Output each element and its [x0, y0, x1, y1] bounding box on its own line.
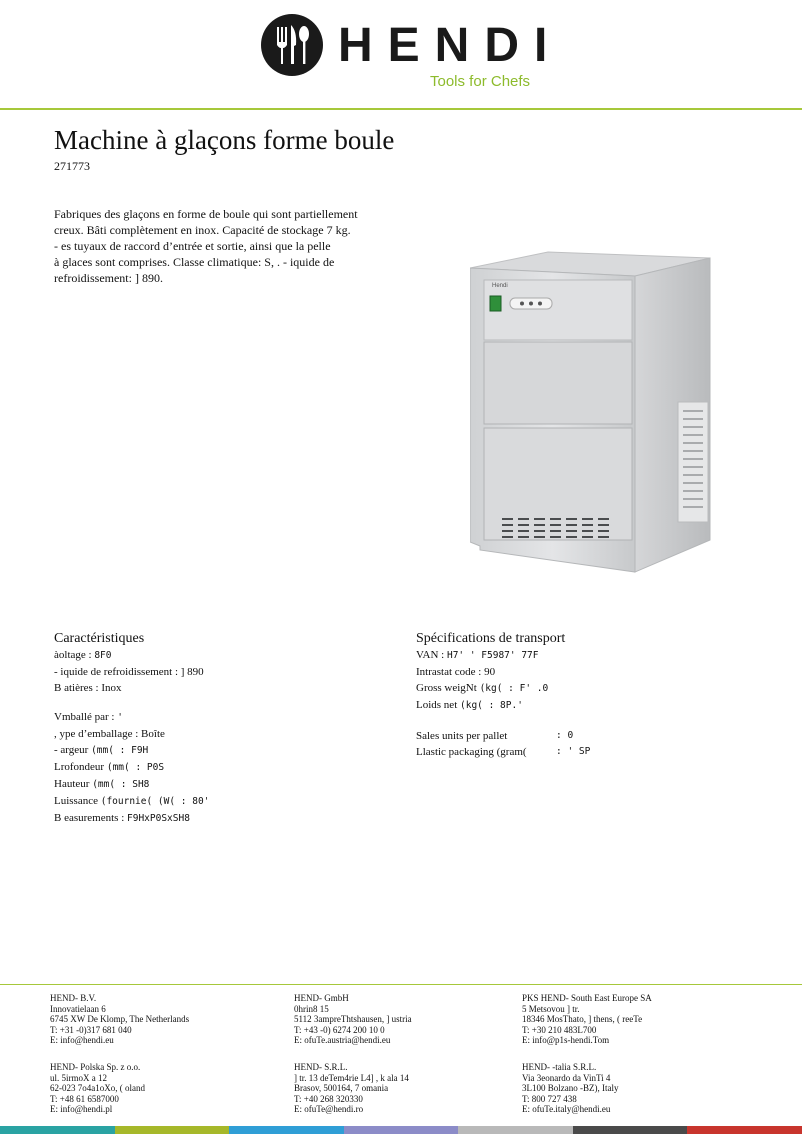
spec-label: B easurements :: [54, 812, 128, 824]
address-line: 62-023 7o4a1oXo, ( oland: [50, 1083, 145, 1093]
spec-row: [54, 709, 209, 726]
spec-row: [54, 647, 209, 664]
color-bar-segment: [229, 1126, 344, 1134]
spec-row: [54, 793, 209, 810]
spec-value: (mm( : P0S: [106, 762, 165, 773]
spec-label: Intrastat code : 90: [416, 666, 496, 678]
transport-list: [416, 647, 548, 714]
description-line: Fabriques des glaçons en forme de boule qui sont partiellement: [54, 207, 358, 221]
spec-label: Sales units per pallet: [416, 730, 508, 742]
address-line: T: +30 210 483L700: [522, 1024, 597, 1035]
spec-label: Hauteur: [54, 778, 93, 790]
spec-row: [416, 697, 548, 714]
address-line: 5 Metsovou ] tr.: [522, 1003, 580, 1014]
address-line: T: +43 -0) 6274 200 10 0: [294, 1024, 385, 1035]
footer-divider: [0, 984, 802, 985]
spec-value: H7' ' F5987' 77F: [446, 650, 539, 661]
product-title: Machine à glaçons forme boule: [54, 125, 395, 155]
address-line: T: +48 61 6587000: [50, 1093, 119, 1104]
address-line: 3L100 Bolzano -BZ), Italy: [522, 1083, 619, 1093]
description-line: creux. Bâti complètement en inox. Capacité de stockage 7 kg.: [54, 223, 351, 237]
footer-color-bar: [0, 1126, 802, 1134]
address-block: [522, 993, 652, 1046]
address-line: 18346 MosThato, ] thens, ( reeTe: [522, 1014, 643, 1024]
address-line: HEND- -talia S.R.L.: [522, 1062, 597, 1072]
ice-machine-image: [470, 250, 720, 580]
address-line: Innovatielaan 6: [50, 1003, 106, 1014]
spec-value: (kg( : 8P.': [460, 700, 523, 711]
spec-label: Gross weigNt: [416, 682, 480, 694]
spec-label: Lrofondeur: [54, 761, 107, 773]
address-line: 6745 XW De Klomp, The Netherlands: [50, 1014, 190, 1024]
spec-value: (mm( : F9H: [91, 745, 149, 756]
description-line: à glaces sont comprises. Classe climatique: S, . - iquide de: [54, 255, 335, 269]
address-line: ul. 5irmoX a 12: [50, 1072, 107, 1083]
spec-row: [54, 776, 209, 793]
spec-value: F9HxP0SxSH8: [127, 813, 190, 824]
spec-row: [54, 726, 209, 742]
spec-row: [54, 810, 209, 827]
color-bar-segment: [0, 1126, 115, 1134]
description-line: - es tuyaux de raccord d’entrée et sortie, ainsi que la pelle: [54, 239, 331, 253]
spec-value: 8F0: [94, 650, 112, 661]
address-line: 0hrin8 15: [294, 1003, 329, 1014]
address-line: T: +40 268 320330: [294, 1093, 363, 1104]
spec-label: , ype d’emballage : Boîte: [54, 728, 165, 740]
address-line: ] tr. 13 deTem4rie L4] , k ala 14: [294, 1072, 409, 1083]
spec-row: [416, 647, 548, 664]
color-bar-segment: [458, 1126, 573, 1134]
spec-label: VAN :: [416, 649, 447, 661]
spec-value: : ' SP: [556, 746, 591, 757]
characteristics-list: [54, 647, 209, 827]
color-bar-segment: [573, 1126, 688, 1134]
brand-name: HENDI: [338, 19, 563, 72]
address-block: [50, 993, 189, 1046]
spec-label: - iquide de refroidissement : ] 890: [54, 666, 204, 678]
color-bar-segment: [344, 1126, 459, 1134]
spec-row: [416, 664, 548, 680]
address-line: E: ofuTe.italy@hendi.eu: [522, 1104, 611, 1114]
spec-row: [54, 680, 209, 696]
color-bar-segment: [115, 1126, 230, 1134]
address-line: Via 3eonardo da VinTi 4: [522, 1072, 611, 1083]
spec-value: (mm( : SH8: [92, 779, 150, 790]
spec-label: B atières : Inox: [54, 682, 122, 694]
spec-row: [54, 742, 209, 759]
spec-label: àoltage :: [54, 649, 95, 661]
address-block: [294, 1062, 409, 1115]
spec-row: [416, 744, 590, 760]
spec-label: Llastic packaging (gram(: [416, 746, 527, 758]
brand-tagline: Tools for Chefs: [430, 73, 531, 90]
address-line: HEND- B.V.: [50, 993, 97, 1003]
spec-value: (kg( : F' .0: [479, 683, 549, 694]
product-description: [54, 206, 374, 286]
characteristics-heading: Caractéristiques: [54, 631, 145, 646]
address-line: HEND- GmbH: [294, 993, 349, 1003]
spec-label: Vmballé par :: [54, 711, 118, 723]
spec-label: Loids net: [416, 699, 460, 711]
address-block: [522, 1062, 618, 1115]
address-line: Brasov, 500164, 7 omania: [294, 1083, 389, 1093]
header-divider: [0, 108, 802, 110]
description-line: refroidissement: ] 890.: [54, 271, 163, 285]
spec-value: ': [117, 712, 123, 723]
address-line: HEND- Polska Sp. z o.o.: [50, 1062, 141, 1072]
spec-label: Luissance: [54, 795, 101, 807]
address-line: T: +31 -0)317 681 040: [50, 1024, 132, 1035]
product-sku: 271773: [54, 159, 90, 173]
address-line: E: info@hendi.eu: [50, 1035, 114, 1045]
spec-row: [54, 759, 209, 776]
transport-heading: Spécifications de transport: [416, 631, 566, 646]
spec-value: (fournie( (W( : 80': [100, 796, 210, 807]
address-line: 5112 3ampreThtshausen, ] ustria: [294, 1014, 412, 1024]
address-line: E: info@hendi.pl: [50, 1104, 113, 1114]
address-line: T: 800 727 438: [522, 1093, 577, 1104]
color-bar-segment: [687, 1126, 802, 1134]
address-line: E: info@p1s-hendi.Tom: [522, 1035, 610, 1045]
spec-row: [54, 664, 209, 680]
address-line: E: ofuTe.austria@hendi.eu: [294, 1035, 391, 1045]
spec-value: : 0: [556, 730, 574, 741]
brand-badge: Hendi: [492, 283, 508, 289]
address-block: [50, 1062, 145, 1115]
cutlery-circle-icon: [260, 13, 324, 77]
spec-row: [416, 680, 548, 697]
page-header: [0, 0, 802, 110]
address-line: HEND- S.R.L.: [294, 1062, 348, 1072]
spec-label: - argeur: [54, 744, 92, 756]
address-line: PKS HEND- South East Europe SA: [522, 993, 652, 1003]
address-line: E: ofuTe@hendi.ro: [294, 1104, 364, 1114]
pallet-info: [416, 728, 590, 760]
spec-row: [416, 728, 590, 744]
address-block: [294, 993, 412, 1046]
